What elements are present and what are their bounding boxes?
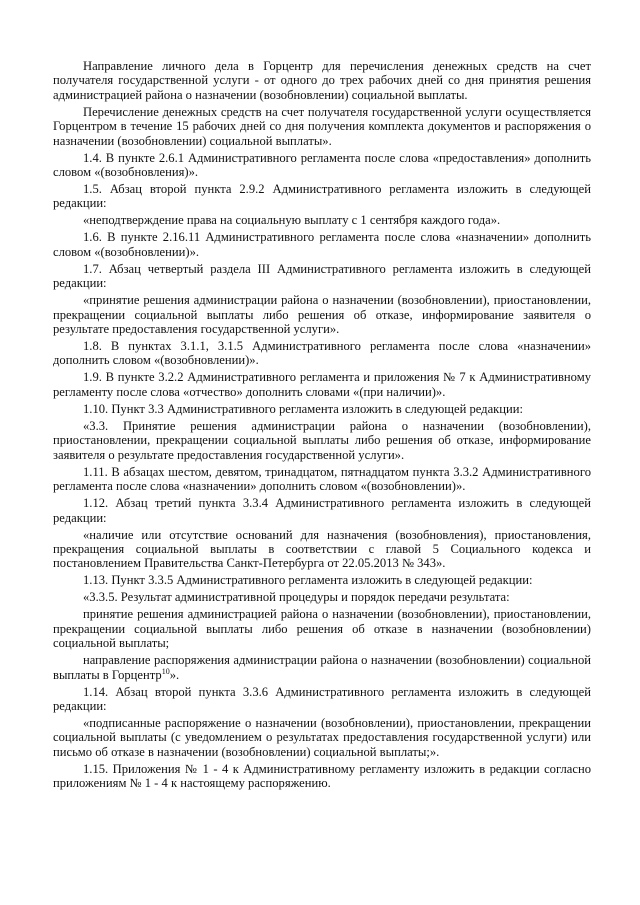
paragraph-1-10: 1.10. Пункт 3.3 Административного регламента изложить в следующей редакции: (83, 401, 524, 416)
quoted-text: «3.3. Принятие решения администрации района о назначении (возобновлении), приостановлении, прекращении социальной выплаты либо решения об отказе, информирование заявителя о результате предоставления государственной услуги». (53, 418, 591, 462)
paragraph-1-11: 1.11. В абзацах шестом, девятом, тринадцатом, пятнадцатом пункта 3.3.2 Административного регламента после слова «назначении» дополнить словом «(возобновлении)». (53, 464, 591, 494)
paragraph-text: направление распоряжения администрации района о назначении (возобновлении) социальной выплаты в Горцентр (53, 653, 591, 682)
closing-quote: ». (169, 667, 180, 682)
paragraph-1-4: 1.4. В пункте 2.6.1 Административного регламента после слова «предоставления» дополнить словом «(возобновления)». (53, 150, 591, 180)
quoted-text: «наличие или отсутствие оснований для назначения (возобновления), приостановления, прекращения социальной выплаты в соответствии с главой 5 Социального кодекса и постановлением Правительства Санкт-Петербурга от 22.05.2013 № 343». (53, 527, 591, 571)
paragraph-1-5: 1.5. Абзац второй пункта 2.9.2 Административного регламента изложить в следующей редакции: (53, 182, 591, 211)
footnote-mark: 10 (161, 666, 170, 676)
paragraph: Направление личного дела в Горцентр для перечисления денежных средств на счет получателя государственной услуги - от одного до трех рабочих дней со дня принятия решения администрацией района о назначении (возобновлении) социальной выплаты. (53, 59, 591, 102)
paragraph-1-14: 1.14. Абзац второй пункта 3.3.6 Административного регламента изложить в следующей редакции: (53, 684, 591, 713)
paragraph-1-8: 1.8. В пунктах 3.1.1, 3.1.5 Административного регламента после слова «назначении» дополнить словом «(возобновлении)». (53, 339, 591, 368)
paragraph-1-7: 1.7. Абзац четвертый раздела III Административного регламента изложить в следующей редакции: (53, 261, 591, 291)
quoted-text: «подписанные распоряжение о назначении (возобновлении), приостановлении, прекращении социальной выплаты (с уведомлением о результатах предоставления государственной услуги) или письмо об отказе в назначении (возобновлении) социальной выплаты;». (53, 715, 591, 759)
quoted-text: принятие решения администрацией района о назначении (возобновлении), приостановлении, прекращении социальной выплаты либо решения об отказе в назначении (возобновлении) социальной выплаты; (53, 607, 591, 651)
paragraph-1-9: 1.9. В пункте 3.2.2 Административного регламента и приложения № 7 к Административному регламенту после слова «отчество» дополнить словами «(при наличии)». (53, 370, 591, 399)
quoted-text-with-footnote (53, 653, 591, 682)
paragraph-1-15: 1.15. Приложения № 1 - 4 к Административному регламенту изложить в редакции согласно приложениям № 1 - 4 к настоящему распоряжению. (53, 761, 591, 791)
quoted-text: «неподтверждение права на социальную выплату с 1 сентября каждого года». (83, 213, 501, 228)
paragraph-1-13: 1.13. Пункт 3.3.5 Административного регламента изложить в следующей редакции: (83, 573, 533, 588)
paragraph-1-6: 1.6. В пункте 2.16.11 Административного регламента после слова «назначении» дополнить словом «(возобновлении)». (53, 230, 591, 259)
paragraph-1-12: 1.12. Абзац третий пункта 3.3.4 Административного регламента изложить в следующей редакции: (53, 496, 591, 525)
quoted-text: «принятие решения администрации района о назначении (возобновлении), приостановлении, прекращении социальной выплаты либо решения об отказе, информирование заявителя о результате предоставления государственной услуги». (53, 293, 591, 337)
paragraph: Перечисление денежных средств на счет получателя государственной услуги осуществляется Горцентром в течение 15 рабочих дней со дня получения комплекта документов и распоряжения о назначении (возобновлении) социальной выплаты». (53, 104, 591, 148)
document-body (53, 59, 591, 793)
quoted-text: «3.3.5. Результат административной процедуры и порядок передачи результата: (83, 590, 510, 605)
